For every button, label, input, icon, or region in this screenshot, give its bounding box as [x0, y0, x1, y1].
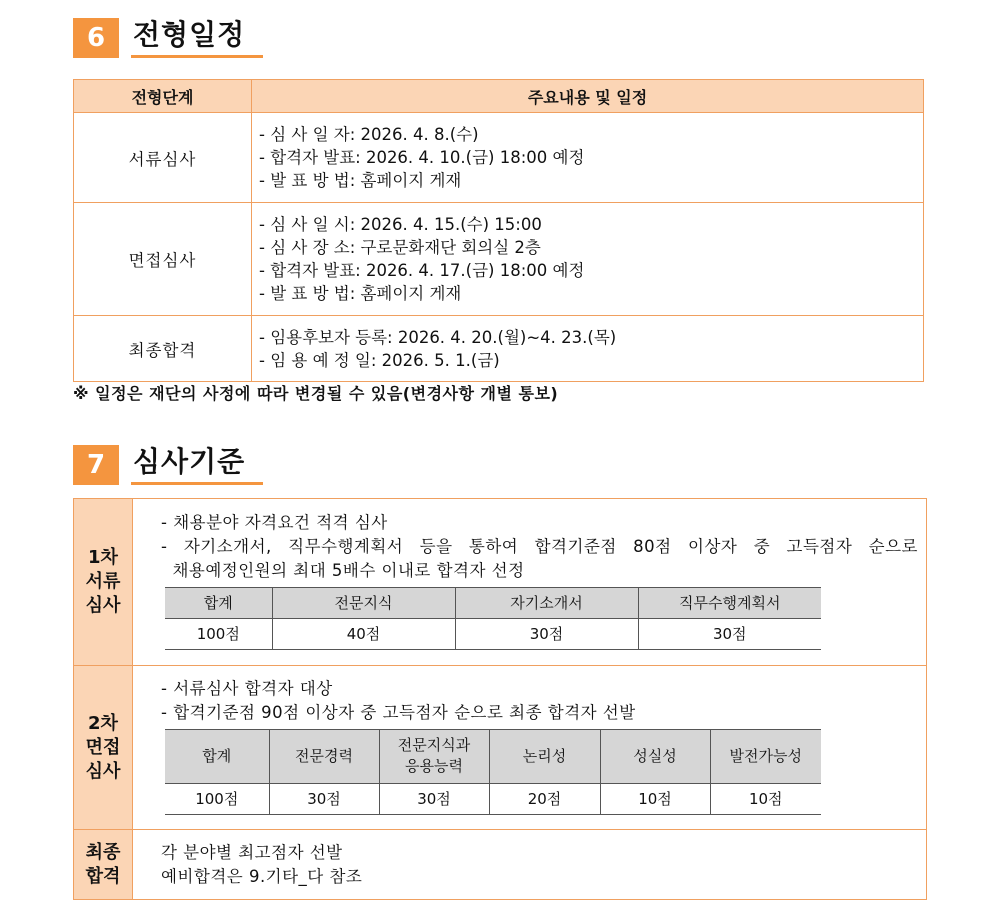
stage1-score-value-row — [165, 618, 821, 649]
final-label-line: 합격 — [85, 865, 121, 887]
score-value: 100점 — [165, 618, 272, 649]
section-7-title-underline — [131, 440, 263, 485]
score-value: 10점 — [710, 783, 821, 814]
final-label — [74, 830, 133, 900]
score-header: 합계 — [165, 729, 269, 783]
score-header: 논리성 — [489, 729, 600, 783]
final-line: 예비합격은 9.기타_다 참조 — [161, 866, 363, 886]
stage1-label-line: 서류 — [85, 571, 121, 592]
section-6-title: 전형일정 — [133, 18, 246, 51]
score-header: 합계 — [165, 587, 272, 618]
schedule-stage: 면접심사 — [74, 203, 252, 316]
score-header: 자기소개서 — [455, 587, 638, 618]
stage1-label-line: 심사 — [85, 595, 121, 616]
stage2-line: - 합격기준점 90점 이상자 중 고득점자 순으로 최종 합격자 선발 — [161, 702, 636, 722]
stage1-body — [133, 499, 927, 666]
schedule-row — [74, 203, 924, 316]
criteria-row-stage2 — [74, 666, 927, 830]
section-7-title: 심사기준 — [133, 445, 246, 478]
stage2-label — [74, 666, 133, 830]
score-header: 전문지식과 응용능력 — [379, 729, 489, 783]
criteria-row-stage1 — [74, 499, 927, 666]
schedule-header-stage: 전형단계 — [74, 80, 252, 113]
section-6-heading — [73, 13, 263, 58]
stage2-body — [133, 666, 927, 830]
stage1-label-line: 1차 — [88, 547, 118, 568]
schedule-note: ※ 일정은 재단의 사정에 따라 변경될 수 있음(변경사항 개별 통보) — [73, 384, 559, 403]
schedule-row — [74, 316, 924, 382]
score-value: 30점 — [379, 783, 489, 814]
schedule-row — [74, 113, 924, 203]
detail-line: - 임 용 예 정 일: 2026. 5. 1.(금) — [259, 350, 500, 370]
score-header: 직무수행계획서 — [638, 587, 821, 618]
final-body — [133, 830, 927, 900]
schedule-header-detail: 주요내용 및 일정 — [252, 80, 924, 113]
stage2-score-value-row — [165, 783, 821, 814]
detail-line: - 임용후보자 등록: 2026. 4. 20.(월)~4. 23.(목) — [259, 327, 617, 347]
criteria-row-final — [74, 830, 927, 900]
detail-line: - 발 표 방 법: 홈페이지 게재 — [259, 284, 462, 303]
detail-line: - 발 표 방 법: 홈페이지 게재 — [259, 171, 462, 190]
stage1-line: 채용예정인원의 최대 5배수 이내로 합격자 선정 — [161, 560, 525, 580]
score-value: 30점 — [269, 783, 379, 814]
stage1-line: - 채용분야 자격요건 적격 심사 — [161, 512, 388, 532]
schedule-table — [73, 79, 924, 382]
stage1-score-table — [165, 587, 821, 650]
section-6-number: 6 — [73, 18, 119, 58]
stage1-line: - 자기소개서, 직무수행계획서 등을 통하여 합격기준점 80점 이상자 중 고득점자 순으로 — [161, 536, 918, 556]
score-header: 전문경력 — [269, 729, 379, 783]
schedule-stage: 최종합격 — [74, 316, 252, 382]
schedule-detail — [252, 316, 924, 382]
stage2-label-line: 2차 — [88, 712, 118, 734]
final-line: 각 분야별 최고점자 선발 — [161, 842, 343, 862]
score-value: 100점 — [165, 783, 269, 814]
detail-line: - 합격자 발표: 2026. 4. 17.(금) 18:00 예정 — [259, 261, 585, 280]
stage2-label-line: 면접 — [85, 736, 121, 758]
section-7-number: 7 — [73, 445, 119, 485]
criteria-table — [73, 498, 927, 900]
score-value: 20점 — [489, 783, 600, 814]
stage1-score-header-row — [165, 587, 821, 618]
score-value: 40점 — [272, 618, 455, 649]
schedule-stage: 서류심사 — [74, 113, 252, 203]
score-header: 발전가능성 — [710, 729, 821, 783]
section-6-title-underline — [131, 13, 263, 58]
score-value: 30점 — [455, 618, 638, 649]
stage2-line: - 서류심사 합격자 대상 — [161, 678, 333, 698]
score-value: 30점 — [638, 618, 821, 649]
stage1-label — [74, 499, 133, 666]
score-header: 성실성 — [600, 729, 710, 783]
score-header: 전문지식 — [272, 587, 455, 618]
schedule-header-row — [74, 80, 924, 113]
detail-line: - 심 사 일 시: 2026. 4. 15.(수) 15:00 — [259, 215, 542, 234]
section-7-heading — [73, 440, 263, 485]
detail-line: - 심 사 장 소: 구로문화재단 회의실 2층 — [259, 238, 541, 257]
stage2-label-line: 심사 — [85, 760, 121, 782]
schedule-detail — [252, 203, 924, 316]
schedule-detail — [252, 113, 924, 203]
detail-line: - 심 사 일 자: 2026. 4. 8.(수) — [259, 125, 479, 144]
final-label-line: 최종 — [85, 841, 121, 863]
stage2-score-table — [165, 729, 821, 815]
score-value: 10점 — [600, 783, 710, 814]
stage2-score-header-row — [165, 729, 821, 783]
detail-line: - 합격자 발표: 2026. 4. 10.(금) 18:00 예정 — [259, 148, 585, 167]
